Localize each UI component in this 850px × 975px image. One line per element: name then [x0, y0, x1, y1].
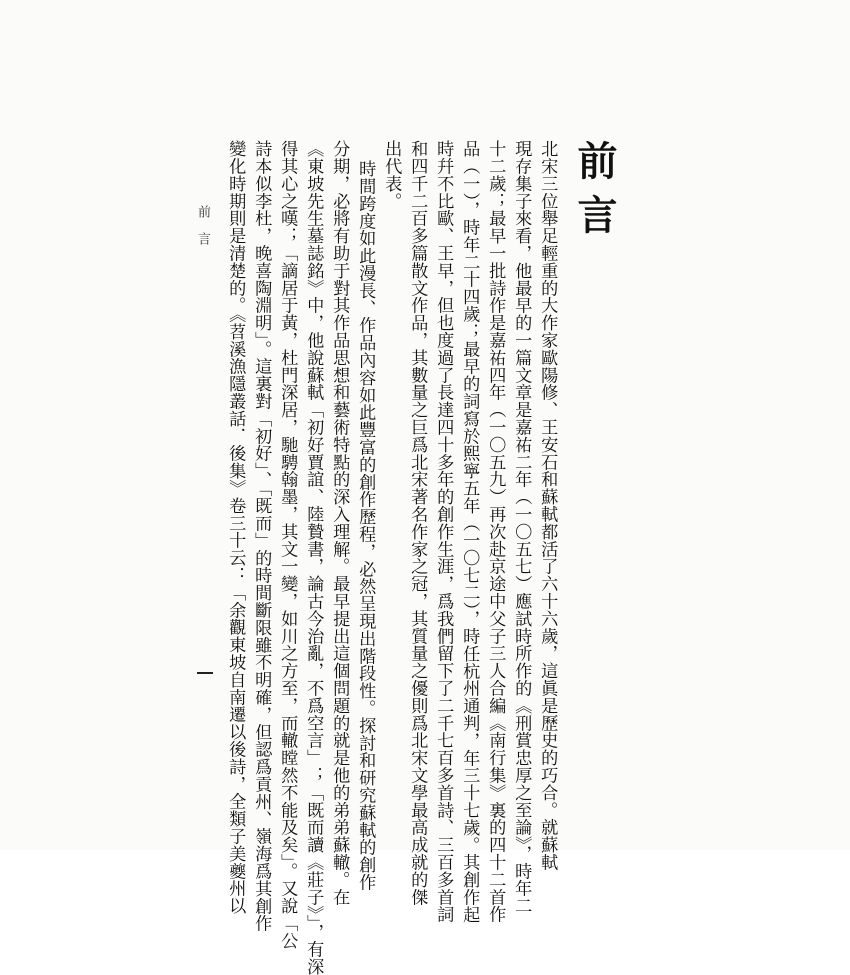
text-column: 《東坡先生墓誌銘》中，他說蘇軾「初好賈誼、陸贄書，論古今治亂，不爲空言」；「既而讀《莊子》」，有深 [303, 140, 324, 975]
page-number [197, 672, 213, 674]
text-column: 和四千二百多篇散文作品，其數量之巨爲北宋著名作家之冠，其質量之優則爲北宋文學最高成就的傑 [407, 140, 428, 906]
text-column: 品（一），時年二十四歲；最早的詞寫於熙寧五年（一〇七二），時任杭州通判，年三十七歲。其創作起 [459, 140, 480, 924]
text-column: 得其心之嘆；「謫居于黃，杜門深居，馳騁翰墨，其文一變，如川之方至，而轍瞠然不能及矣」。又說「公 [277, 140, 298, 950]
chapter-title: 前言 [571, 140, 618, 248]
text-column: 變化時期則是清楚的。《苕溪漁隱叢話．後集》卷三十云：「余觀東坡自南遷以後詩，全類子美夔州以 [225, 140, 246, 915]
text-column: 現存集子來看，他最早的一篇文章是嘉祐二年（一〇五七）應試時所作的《刑賞忠厚之至論》，時年二 [511, 140, 532, 915]
running-head: 前言 [195, 205, 210, 259]
text-column: 時幷不比歐、王早，但也度過了長達四十多年的創作生涯，爲我們留下了二千七百多首詩、三百多首詞 [433, 140, 454, 923]
text-column: 時間跨度如此漫長、作品內容如此豐富的創作歷程，必然呈現出階段性。探討和研究蘇軾的創作 [355, 160, 376, 891]
text-column: 分期，必將有助于對其作品思想和藝術特點的深入理解。最早提出這個問題的就是他的弟弟蘇轍。在 [329, 140, 350, 906]
text-column: 十二歲；最早一批詩作是嘉祐四年（一〇五九）再次赴京途中父子三人合編《南行集》裏的四十二首作 [485, 140, 506, 923]
text-column: 出代表。 [381, 140, 402, 210]
text-column: 北宋三位舉足輕重的大作家歐陽修、王安石和蘇軾都活了六十六歲，這眞是歷史的巧合。就蘇軾 [537, 140, 558, 871]
text-column: 詩本似李杜，晚喜陶淵明」。這裏對「初好」、「既而」的時間斷限雖不明確，但認爲貢州、嶺海爲其創作 [251, 140, 272, 932]
page-number-text [197, 672, 198, 673]
